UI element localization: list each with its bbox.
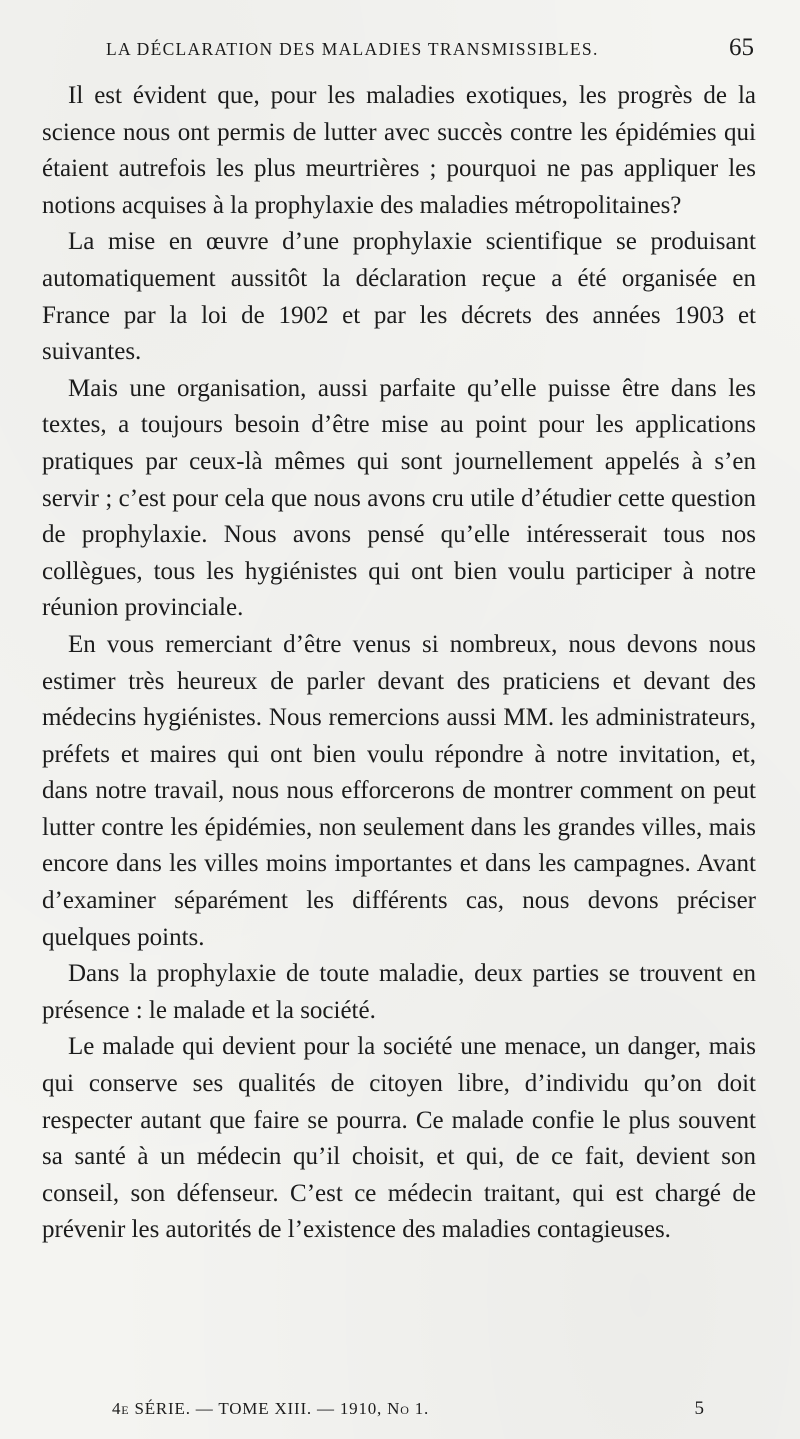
- body-text: [42, 78, 756, 1249]
- running-title: LA DÉCLARATION DES MALADIES TRANSMISSIBLES.: [106, 39, 599, 59]
- paragraph-5: Dans la prophylaxie de toute maladie, deux parties se trouvent en présence : le malade et la société.: [42, 960, 756, 1024]
- paragraph-3: Mais une organisation, aussi parfaite qu’elle puisse être dans les textes, a toujours besoin d’être mise au point pour les applications pratiques par ceux-là mêmes qui sont journellement appelés à s’en servir ; c’est pour cela que nous avons cru utile d’étudier cette question de prophylaxie. Nous avons pensé qu’elle intéresserait tous nos collègues, tous les hygiénistes qui ont bien voulu participer à notre réunion provinciale.: [42, 374, 756, 622]
- printer-signature-line: [112, 1398, 704, 1420]
- paragraph-2: La mise en œuvre d’une prophylaxie scientifique se produisant automatiquement aussitôt la déclaration reçue a été organisée en France par la loi de 1902 et par les décrets des années 1903 et suivantes.: [42, 228, 756, 366]
- signature-mark: 5: [694, 1398, 704, 1419]
- paragraph-6: Le malade qui devient pour la société une menace, un danger, mais qui conserve ses qualités de citoyen libre, d’individu qu’on doit respecter autant que faire se pourra. Ce malade confie le plus souvent sa santé à un médecin qu’il choisit, et qui, de ce fait, devient son conseil, son défenseur. C’est ce médecin traitant, qui est chargé de prévenir les autorités de l’existence des maladies contagieuses.: [42, 1033, 756, 1244]
- paragraph-4: En vous remerciant d’être venus si nombreux, nous devons nous estimer très heureux de parler devant des praticiens et devant des médecins hygiénistes. Nous remercions aussi MM. les administrateurs, préfets et maires qui ont bien voulu répondre à notre invitation, et, dans notre travail, nous nous efforcerons de montrer comment on peut lutter contre les épidémies, non seulement dans les grandes villes, mais encore dans les villes moins importantes et dans les campagnes. Avant d’examiner séparément les différents cas, nous devons préciser quelques points.: [42, 630, 756, 951]
- running-head: [42, 34, 756, 76]
- paragraph-1: Il est évident que, pour les maladies exotiques, les progrès de la science nous ont permis de lutter avec succès contre les épidémies qui étaient autrefois les plus meurtrières ; pourquoi ne pas appliquer les notions acquises à la prophylaxie des maladies métropolitaines?: [42, 82, 756, 219]
- series-volume-info: 4e SÉRIE. — TOME XIII. — 1910, No 1.: [112, 1399, 430, 1418]
- page-number: 65: [729, 34, 754, 61]
